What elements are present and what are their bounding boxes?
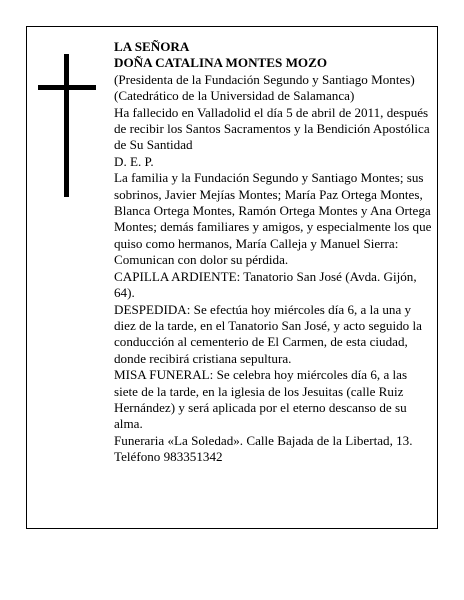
role-university: (Catedrático de la Universidad de Salamanca)	[114, 88, 355, 104]
role-foundation: (Presidenta de la Fundación Segundo y Santiago Montes)	[114, 71, 415, 87]
chapel-info: CAPILLA ARDIENTE: Tanatorio San José (Avda. Gijón, 64).	[114, 268, 417, 301]
death-notice: Ha fallecido en Valladolid el día 5 de abril de 2011, después de recibir los Santos Sacramentos y la Bendición Apostólica de Su Santidad	[114, 104, 430, 153]
deceased-name: DOÑA CATALINA MONTES MOZO	[114, 55, 328, 71]
funeral-home-info: Funeraria «La Soledad». Calle Bajada de la Libertad, 13. Teléfono 983351342	[114, 432, 413, 465]
cross-icon	[38, 54, 96, 197]
mass-info: MISA FUNERAL: Se celebra hoy miércoles día 6, a las siete de la tarde, en la iglesia de los Jesuitas (calle Ruiz Hernández) y será aplicada por el eterno descanso de su alma.	[114, 367, 408, 432]
rip: D. E. P.	[114, 153, 154, 169]
farewell-info: DESPEDIDA: Se efectúa hoy miércoles día 6, a la una y diez de la tarde, en el Tanatorio San José, y acto seguido la conducción al cementerio de El Carmen, de esta ciudad, donde recibirá cristiana sepultura.	[114, 301, 422, 366]
notice-title-line1: LA SEÑORA	[114, 39, 190, 54]
communicate-line: Comunican con dolor su pérdida.	[114, 252, 289, 268]
cross-vertical-bar	[64, 54, 69, 197]
obituary-text	[114, 39, 434, 466]
family-paragraph: La familia y la Fundación Segundo y Santiago Montes; sus sobrinos, Javier Mejías Montes; María Paz Ortega Montes, Blanca Ortega Montes, Ramón Ortega Montes y Ana Ortega Montes; demás familiares y amigos, y especialmente los que quiso como hermanos, María Calleja y Manuel Sierra:	[114, 170, 432, 251]
cross-horizontal-bar	[38, 85, 96, 90]
